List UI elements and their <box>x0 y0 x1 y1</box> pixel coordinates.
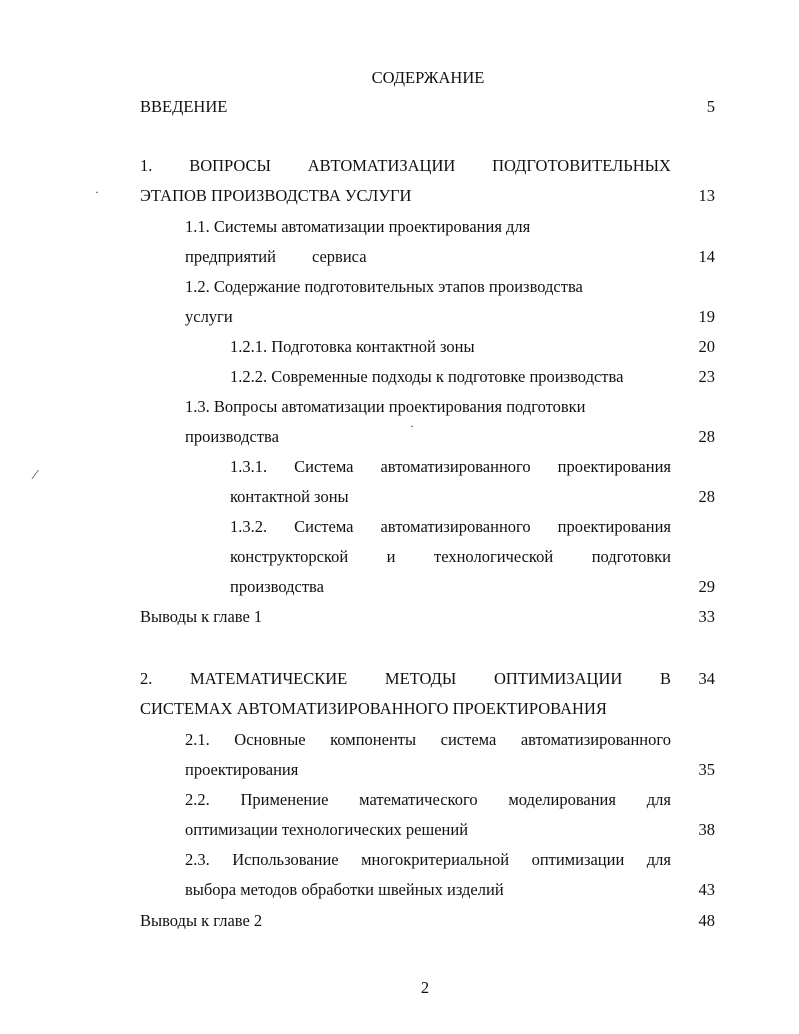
scan-stroke: ⁄ <box>34 468 37 483</box>
page-number: 2 <box>420 978 430 997</box>
toc-page-subsection-1-3-1: 28 <box>698 487 715 506</box>
toc-page-section-2-3: 43 <box>698 880 715 899</box>
toc-chapter-2-heading-cont: СИСТЕМАХ АВТОМАТИЗИРОВАННОГО ПРОЕКТИРОВАНИЯ <box>140 699 607 718</box>
toc-page-section-2-1: 35 <box>698 760 715 779</box>
toc-section-2-2-cont: оптимизации технологических решений <box>185 820 469 839</box>
toc-entry-intro: ВВЕДЕНИЕ <box>140 97 228 116</box>
toc-section-1-1: 1.1. Системы автоматизации проектирования для <box>185 217 531 236</box>
toc-section-2-3: 2.3. Использование многокритериальной оптимизации для <box>185 850 671 869</box>
toc-section-2-1-cont: проектирования <box>185 760 299 779</box>
toc-subsection-1-3-2-cont2: производства <box>230 577 324 596</box>
toc-page-subsection-1-3-2: 29 <box>698 577 715 596</box>
toc-chapter-1-summary: Выводы к главе 1 <box>140 607 263 626</box>
scan-speck: · <box>410 419 414 433</box>
toc-subsection-1-3-2-cont: конструкторской и технологической подготовки <box>230 547 671 566</box>
toc-chapter-2-summary: Выводы к главе 2 <box>140 911 263 930</box>
toc-section-1-2: 1.2. Содержание подготовительных этапов производства <box>185 277 583 296</box>
toc-section-2-1: 2.1. Основные компоненты система автоматизированного <box>185 730 671 749</box>
toc-section-1-3-cont: производства <box>185 427 279 446</box>
toc-page-subsection-1-2-2: 23 <box>698 367 715 386</box>
toc-section-1-1-cont: предприятий сервиса <box>185 247 367 266</box>
toc-page-chapter-2-summary: 48 <box>698 911 715 930</box>
toc-page-chapter-2: 34 <box>698 669 715 688</box>
toc-page-chapter-1: 13 <box>698 186 715 205</box>
toc-chapter-1-heading: 1. ВОПРОСЫ АВТОМАТИЗАЦИИ ПОДГОТОВИТЕЛЬНЫХ <box>140 156 671 175</box>
scan-speck: · <box>95 185 99 199</box>
toc-subsection-1-2-2: 1.2.2. Современные подходы к подготовке производства <box>230 367 624 386</box>
toc-section-2-2: 2.2. Применение математического моделирования для <box>185 790 671 809</box>
toc-chapter-1-heading-cont: ЭТАПОВ ПРОИЗВОДСТВА УСЛУГИ <box>140 186 412 205</box>
toc-chapter-2-heading: 2. МАТЕМАТИЧЕСКИЕ МЕТОДЫ ОПТИМИЗАЦИИ В <box>140 669 671 688</box>
toc-page-chapter-1-summary: 33 <box>698 607 715 626</box>
toc-section-1-2-cont: услуги <box>185 307 233 326</box>
toc-section-2-3-cont: выбора методов обработки швейных изделий <box>185 880 504 899</box>
toc-page-section-1-1: 14 <box>698 247 715 266</box>
page-title: СОДЕРЖАНИЕ <box>371 68 485 87</box>
toc-subsection-1-3-2: 1.3.2. Система автоматизированного проектирования <box>230 517 671 536</box>
toc-page-subsection-1-2-1: 20 <box>698 337 715 356</box>
toc-subsection-1-2-1: 1.2.1. Подготовка контактной зоны <box>230 337 475 356</box>
toc-page-section-1-3: 28 <box>698 427 715 446</box>
toc-subsection-1-3-1: 1.3.1. Система автоматизированного проектирования <box>230 457 671 476</box>
toc-page-intro: 5 <box>706 97 715 116</box>
toc-subsection-1-3-1-cont: контактной зоны <box>230 487 349 506</box>
toc-page-section-2-2: 38 <box>698 820 715 839</box>
toc-section-1-3: 1.3. Вопросы автоматизации проектирования подготовки <box>185 397 586 416</box>
toc-page-section-1-2: 19 <box>698 307 715 326</box>
